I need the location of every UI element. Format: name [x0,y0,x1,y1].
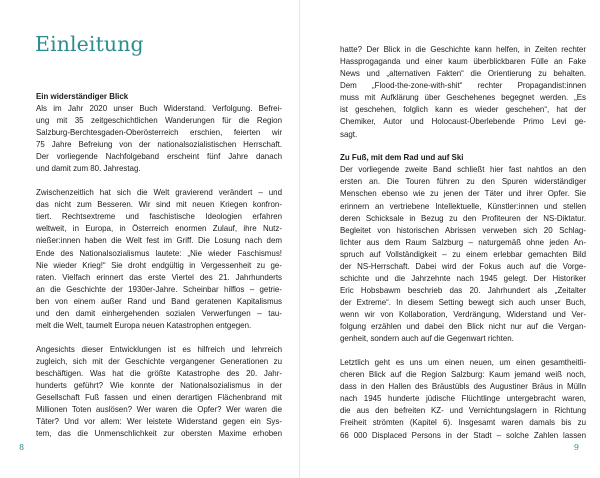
body-line: beschäftigen. Was hat die größte Katastrophe des 20. Jahr- [36,368,282,378]
body-line: Täter? Und vor allem: Wer leistete Widerstand gegen ein Sys- [36,417,282,427]
body-line: und damit zum 80. Jahrestag. [36,164,141,174]
body-line: melt die Welt, taumelt Europa neuen Katastrophen entgegen. [36,321,252,330]
paragraph-gap [36,332,282,344]
body-line: Der vorliegende Nachfolgeband erscheint fünf Jahre danach [36,152,282,162]
body-line: hatte? Der Blick in die Geschichte kann helfen, in Zeiten rechter [340,45,586,54]
page-number-left: 8 [19,443,25,452]
body-line: Als im Jahr 2020 unser Buch Widerstand. Verfolgung. Befrei- [36,104,282,114]
body-line: nießer:innen haben die Welt fest im Griff. Die Losung nach dem [36,236,282,246]
body-line: Letztlich geht es uns um einen neuen, um einen gesamtheitli- [340,358,586,368]
paragraph-gap [36,176,282,188]
body-line: ersten an. Die Touren führen zu den Spuren widerständiger [340,177,586,187]
left-text-column [36,91,282,440]
chapter-title: Einleitung [35,32,144,56]
paragraph-gap [340,345,586,357]
body-line: der NS-Herrschaft. Dabei wird der Fokus auch auf die Vorge- [340,261,586,271]
body-line: die aus den befreiten KZ- und Vernichtungslagern in Richtung [340,406,586,416]
body-line: deren Schicksale in Bezug zu den Profiteuren der NS-Diktatur. [340,213,586,223]
body-line: Eric Hobsbawm beschrieb das 20. Jahrhundert als „Zeitalter [340,286,586,296]
body-line: hunderts geführt? Wie konnte der Nationalsozialismus in der [36,380,282,390]
body-line: dass in den Hallen des Bräustübls des Augustiner Bräus in Mülln [340,382,586,392]
body-line: spruch auf Vollständigkeit – zu einem erlebbar gemachten Bild [340,249,586,259]
body-line: an die Geschichte der 1930er-Jahre. Scheinbar hilflos – getrie- [36,284,282,294]
section-heading: Ein widerständiger Blick [36,92,129,101]
body-line: Menschen ebenso wie zu jenen der Täter und ihrer Opfer. Sie [340,189,586,199]
body-line: Salzburg-Berchtesgaden-Oberösterreich erschien, feierten wir [36,128,282,138]
body-line: weltweit, in Europa, in Österreich enormen Zulauf, ihre Nutz- [36,224,282,234]
body-line: Zwischenzeitlich hat sich die Welt gravierend verändert – und [36,188,282,198]
body-line: Millionen Toten auslösen? Wer waren die Opfer? Wer waren die [36,405,282,415]
body-line: Nie wieder Krieg!“ Sie droht endgültig in Vergessenheit zu ge- [36,260,282,270]
body-line: nach 1945 hunderte jüdische Flüchtlinge untergebracht waren, [340,394,586,404]
body-line: folgung erzählen und dabei den Blick nicht nur auf die Vergan- [340,322,586,332]
paragraph-gap [340,141,586,153]
body-line: Freiheit strömten (Kapitel 6). Insgesamt waren damals bis zu [340,418,586,428]
body-line: cheren Blick auf die Region Salzburg: Kaum jemand weiß noch, [340,370,586,380]
body-line: tem, das die Unmenschlichkeit zur obersten Maxime erhoben [36,429,282,439]
body-line: ist geschehen, folglich kann es wieder geschehen“, hat der [340,105,586,115]
right-text-column [340,44,586,442]
right-page [300,0,600,478]
body-line: Hassprogaganda und einer kaum überblickbaren Fülle an Fake [340,57,586,67]
body-line: tiert. Rechtsextreme und faschistische Ideologien erfahren [36,212,282,222]
body-line: 75 Jahre Befreiung von der nationalsozialistischen Herrschaft. [36,140,282,150]
body-line: 66 000 Displaced Persons in der Stadt – solche Zahlen lassen [340,430,586,440]
body-line: Gesellschaft Fuß fassen und einen derartigen Flächenbrand mit [36,392,282,402]
body-line: zugleich, sich mit der Geschichte vergangener Generationen zu [36,356,282,366]
body-line: Dem „Flood-the-zone-with-shit“ rechter Propagandist:innen [340,81,586,91]
body-line: ung mit 35 zeitgeschichtlichen Wanderungen für die Region [36,116,282,126]
body-line: News und „alternativen Fakten“ die Orientierung zu behalten. [340,69,586,79]
body-line: sagt. [340,129,358,139]
body-line: schichte und die Jahrzehnte nach 1945 gelegt. Der Historiker [340,274,586,283]
body-line: Ende des Nationalsozialismus lautete: „Nie wieder Faschismus! [36,248,282,258]
body-line: Chemiker, Autor und Holocaust-Überlebende Primo Levi ge- [340,117,586,127]
body-line: Begleitet von historischen Abrissen verweben sich 20 Schlag- [340,225,586,235]
body-line: der Extreme“. In diesem Setting bewegt sich auch unser Buch, [340,298,586,308]
body-line: raten. Vielfach erinnert das erste Viertel des 21. Jahrhunderts [36,272,282,282]
body-line: erinnern an vertriebene Intellektuelle, Künstler:innen und stellen [340,201,586,211]
body-line: Der vorliegende zweite Band schließt hier fast nahtlos an den [340,165,586,175]
body-line: wenn wir von Kollaboration, Verdrängung, Widerstand und Ver- [340,310,586,320]
body-line: und den damit einhergehenden sozialen Verwerfungen – tau- [36,308,282,318]
body-line: Angesichts dieser Entwicklungen ist es hilfreich und lehrreich [36,344,282,354]
page-number-right: 9 [573,443,579,452]
body-line: ben von einem außer Rand und Band geratenen Kapitalismus [36,296,282,306]
body-line: muss mit Aufklärung über Geschehenes begegnet werden. „Es [340,93,586,103]
section-heading: Zu Fuß, mit dem Rad und auf Ski [340,153,464,163]
body-line: lichter aus dem Raum Salzburg – naturgemäß ohne jeden An- [340,237,586,247]
body-line: genheit, sondern auch auf die Gegenwart richten. [340,334,514,344]
body-line: das nicht zum Besseren. Wir sind mit neuen Kriegen konfron- [36,200,282,210]
